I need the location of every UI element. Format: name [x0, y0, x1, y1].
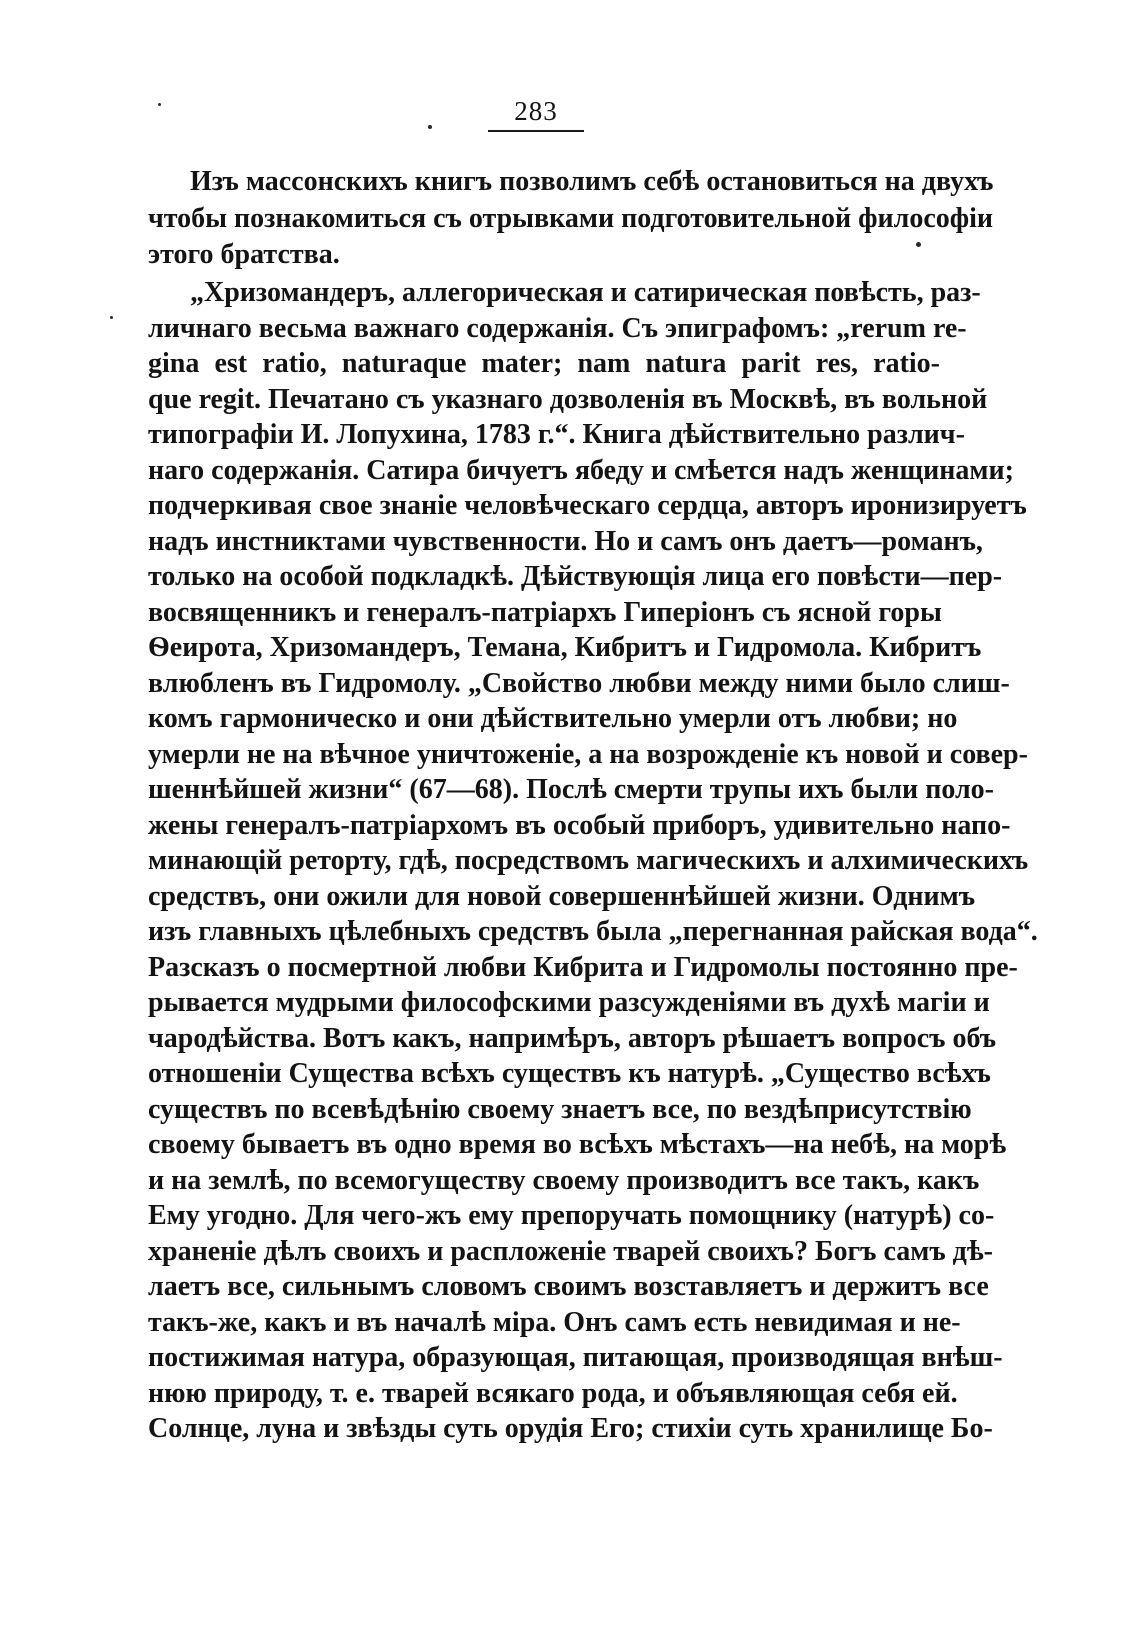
text-line: наго содержанія. Сатира бичуетъ ябеду и смѣется надъ женщинами; [148, 455, 1014, 486]
text-line: влюбленъ въ Гидромолу. „Свойство любви между ними было слиш- [148, 668, 1010, 699]
text-line: que regit. Печатано съ указнаго дозволенія въ Москвѣ, въ вольной [148, 384, 988, 415]
text-line: gina est ratio, naturaque mater; nam natura parit res, ratio- [148, 348, 940, 379]
page-number: 283 [514, 96, 558, 126]
page-number-container [488, 96, 584, 126]
text-line: чтобы познакомиться съ отрывками подготовительной философіи [148, 203, 994, 234]
text-line: личнаго весьма важнаго содержанія. Съ эпиграфомъ: „rerum re- [148, 313, 967, 344]
text-line: жены генералъ-патріархомъ въ особый приборъ, удивительно напо- [148, 810, 1011, 841]
text-line: восвященникъ и генералъ-патріархъ Гиперіонъ съ ясной горы [148, 597, 942, 628]
text-line: Разсказъ о посмертной любви Кибрита и Гидромолы постоянно пре- [148, 952, 1018, 983]
text-line: лаетъ все, сильнымъ словомъ своимъ возставляетъ и держитъ все [148, 1271, 989, 1302]
text-line: нюю природу, т. е. тварей всякаго рода, и объявляющая себя ей. [148, 1378, 958, 1409]
text-line: существъ по всевѣдѣнію своему знаетъ все, по вездѣприсутствію [148, 1094, 972, 1125]
text-line: надъ инстниктами чувственности. Но и самъ онъ даетъ—романъ, [148, 526, 983, 557]
text-line: типографіи И. Лопухина, 1783 г.“. Книга дѣйствительно различ- [148, 419, 965, 450]
text-line: Ѳеирота, Хризомандеръ, Темана, Кибритъ и Гидромола. Кибритъ [148, 632, 982, 663]
text-line: минающій реторту, гдѣ, посредствомъ магическихъ и алхимическихъ [148, 845, 1029, 876]
ink-speck [428, 125, 432, 129]
page-number-rule [488, 130, 584, 132]
text-line: умерли не на вѣчное уничтоженіе, а на возрожденіе къ новой и совер- [148, 739, 1028, 770]
text-line: постижимая натура, образующая, питающая, производящая внѣш- [148, 1342, 1003, 1373]
text-line: отношеніи Существа всѣхъ существъ къ натурѣ. „Существо всѣхъ [148, 1058, 991, 1089]
text-line: „Хризомандеръ, аллегорическая и сатирическая повѣсть, раз- [190, 277, 981, 308]
text-line: комъ гармоническо и они дѣйствительно умерли отъ любви; но [148, 703, 958, 734]
text-line: изъ главныхъ цѣлебныхъ средствъ была „перегнанная райская вода“. [148, 916, 1038, 947]
text-line: такъ-же, какъ и въ началѣ міра. Онъ самъ есть невидимая и не- [148, 1307, 961, 1338]
text-line: своему бываетъ въ одно время во всѣхъ мѣстахъ—на небѣ, на морѣ [148, 1129, 1007, 1160]
ink-speck [110, 316, 113, 319]
text-line: Ему угодно. Для чего-жъ ему препоручать помощнику (натурѣ) со- [148, 1200, 995, 1231]
text-line: чародѣйства. Вотъ какъ, напримѣръ, авторъ рѣшаетъ вопросъ объ [148, 1023, 997, 1054]
text-line: шеннѣйшей жизни“ (67—68). Послѣ смерти трупы ихъ были поло- [148, 774, 994, 805]
text-line: этого братства. [148, 239, 340, 270]
text-line: только на особой подкладкѣ. Дѣйствующія лица его повѣсти—пер- [148, 561, 1003, 592]
text-line: Солнце, луна и звѣзды суть орудія Его; стихіи суть хранилище Бо- [148, 1413, 993, 1444]
text-line: Изъ массонскихъ книгъ позволимъ себѣ остановиться на двухъ [190, 166, 994, 197]
text-line: храненіе дѣлъ своихъ и распложеніе тварей своихъ? Богъ самъ дѣ- [148, 1236, 993, 1267]
text-line: рывается мудрыми философскими разсужденіями въ духѣ магіи и [148, 987, 990, 1018]
text-line: средствъ, они ожили для новой совершеннѣйшей жизни. Однимъ [148, 881, 976, 912]
text-line: подчеркивая свое знаніе человѣческаго сердца, авторъ иронизируетъ [148, 490, 1027, 521]
ink-speck [158, 103, 161, 106]
text-line: и на землѣ, по всемогуществу своему производитъ все такъ, какъ [148, 1165, 980, 1196]
